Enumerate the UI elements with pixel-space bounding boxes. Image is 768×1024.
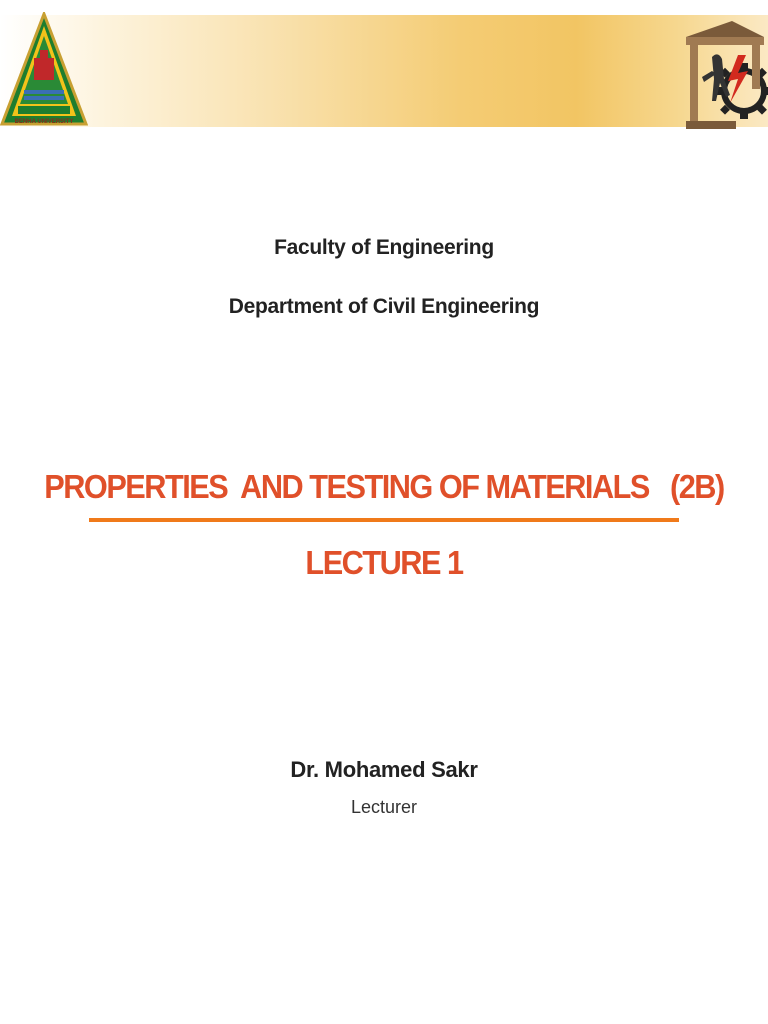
header-band	[0, 15, 768, 127]
lecturer-role: Lecturer	[350, 797, 418, 817]
title-divider	[89, 518, 679, 522]
lecture-number: LECTURE 1	[305, 544, 463, 581]
department-name: Department of Civil Engineering	[228, 295, 540, 318]
lecturer-name: Dr. Mohamed Sakr	[290, 757, 478, 782]
faculty-name: Faculty of Engineering	[274, 236, 494, 259]
faculty-of-engineering-emblem-icon	[682, 17, 768, 137]
emblem-text: BENHA UNIVERSITY	[14, 119, 74, 125]
university-emblem-icon	[0, 12, 88, 130]
course-title: PROPERTIES AND TESTING OF MATERIALS (2B)	[44, 468, 724, 505]
